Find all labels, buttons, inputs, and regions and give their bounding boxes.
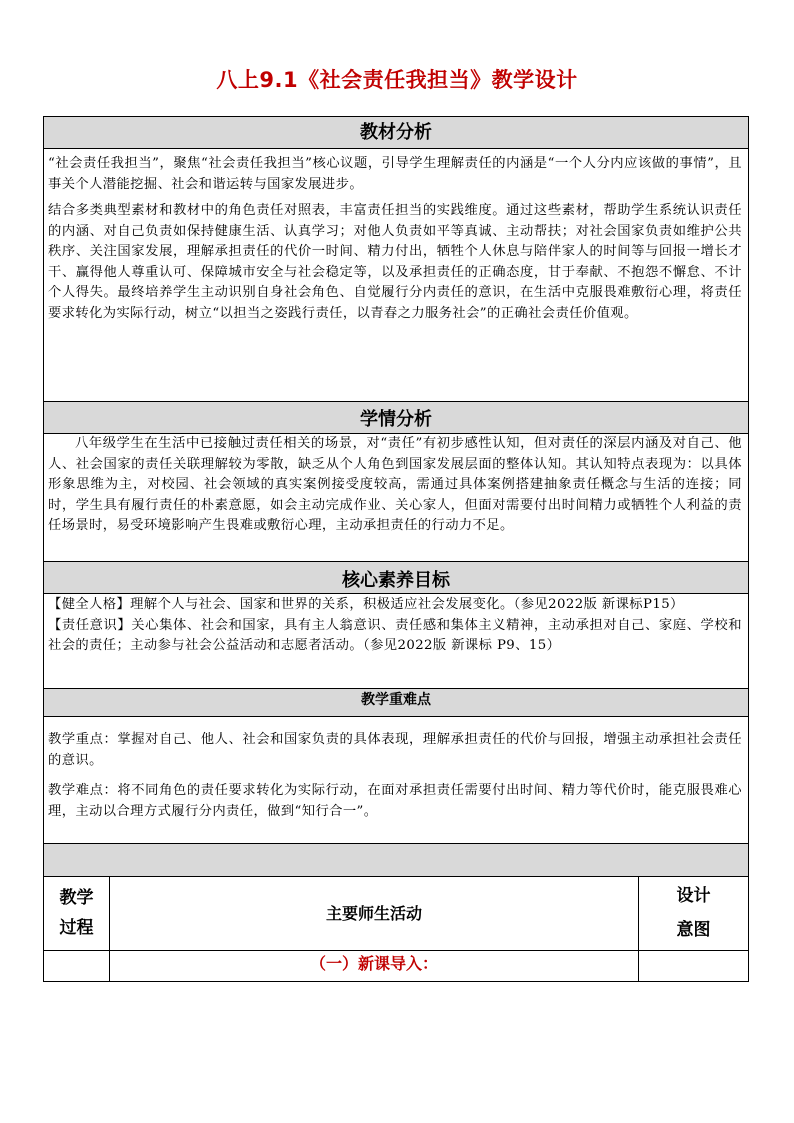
core-goals-body (44, 594, 748, 688)
process-column-line-2: 过程 (59, 918, 94, 938)
core-goal-item-1: 【健全人格】理解个人与社会、国家和世界的关系，积极适应社会发展变化。（参见2022版 新课标P15） (48, 597, 684, 612)
learner-analysis-paragraph: 八年级学生在生活中已接触过责任相关的场景，对“责任”有初步感性认知，但对责任的深层内涵及对自己、他人、社会国家的责任关联理解较为零散，缺乏从个人角色到国家发展层面的整体认知。其认知特点表现为：以具体形象思维为主，对校园、社会领域的真实案例接受度较高，需通过具体案例搭建抽象责任概念与生活的连接；同时，学生具有履行责任的朴素意愿，如会主动完成作业、关心家人，但面对需要付出时间精力或牺牲个人利益的责任场景时，易受环境影响产生畏难或敷衍心理，主动承担责任的行动力不足。 (48, 436, 742, 533)
key-points-body (44, 717, 748, 843)
intent-column-line-1: 设计 (676, 886, 711, 906)
textbook-analysis-paragraph-2: 结合多类典型素材和教材中的角色责任对照表，丰富责任担当的实践维度。通过这些素材，帮助学生系统认识责任的内涵、对自己负责如保持健康生活、认真学习；对他人负责如平等真诚、主动帮扶；对社会国家负责如维护公共秩序、关注国家发展，理解承担责任的代价一时间、精力付出，牺牲个人休息与陪伴家人的时间等与回报一增长才干、赢得他人尊重认可、保障城市安全与社会稳定等，以及承担责任的正确态度，甘于奉献、不抱怨不懈怠、不计个人得失。最终培养学生主动识别自身社会角色、自觉履行分内责任的意识，在生活中克服畏难敷衍心理，将责任要求转化为实际行动，树立“以担当之姿践行责任，以青春之力服务社会”的正确社会责任价值观。 (48, 203, 742, 321)
intent-step-cell (639, 951, 748, 981)
activities-column-header: 主要师生活动 (110, 877, 639, 950)
lesson-plan-table (43, 116, 749, 982)
step-new-lesson-intro: （一）新课导入： (110, 951, 639, 981)
process-table-header-row (44, 877, 748, 951)
intent-column-line-2: 意图 (676, 920, 711, 940)
process-column-header (44, 877, 110, 950)
process-column-line-1: 教学 (59, 888, 94, 908)
process-step-cell (44, 951, 110, 981)
learner-analysis-heading: 学情分析 (44, 401, 748, 434)
teaching-focus: 教学重点：掌握对自己、他人、社会和国家负责的具体表现，理解承担责任的代价与回报，增强主动承担社会责任的意识。 (48, 732, 742, 768)
intent-column-header (639, 877, 748, 950)
learner-analysis-body (44, 434, 748, 561)
core-goal-item-2: 【责任意识】关心集体、社会和国家，具有主人翁意识、责任感和集体主义精神，主动承担对自己、家庭、学校和社会的责任；主动参与社会公益活动和志愿者活动。（参见2022版 新课标 P9、15） (48, 617, 742, 653)
teaching-difficulty: 教学难点：将不同角色的责任要求转化为实际行动，在面对承担责任需要付出时间、精力等代价时，能克服畏难心理，主动以合理方式履行分内责任，做到“知行合一”。 (48, 783, 742, 819)
textbook-analysis-paragraph-1: “社会责任我担当”，聚焦“社会责任我担当”核心议题，引导学生理解责任的内涵是“一个人分内应该做的事情”，且事关个人潜能挖掘、社会和谐运转与国家发展进步。 (48, 156, 742, 192)
textbook-analysis-heading: 教材分析 (44, 117, 748, 149)
textbook-analysis-body (44, 149, 748, 401)
core-goals-heading: 核心素养目标 (44, 561, 748, 594)
document-title: 八上9.1《社会责任我担当》教学设计 (216, 68, 578, 92)
process-step-row (44, 951, 748, 981)
key-points-heading: 教学重难点 (44, 688, 748, 717)
blank-band (44, 843, 748, 877)
